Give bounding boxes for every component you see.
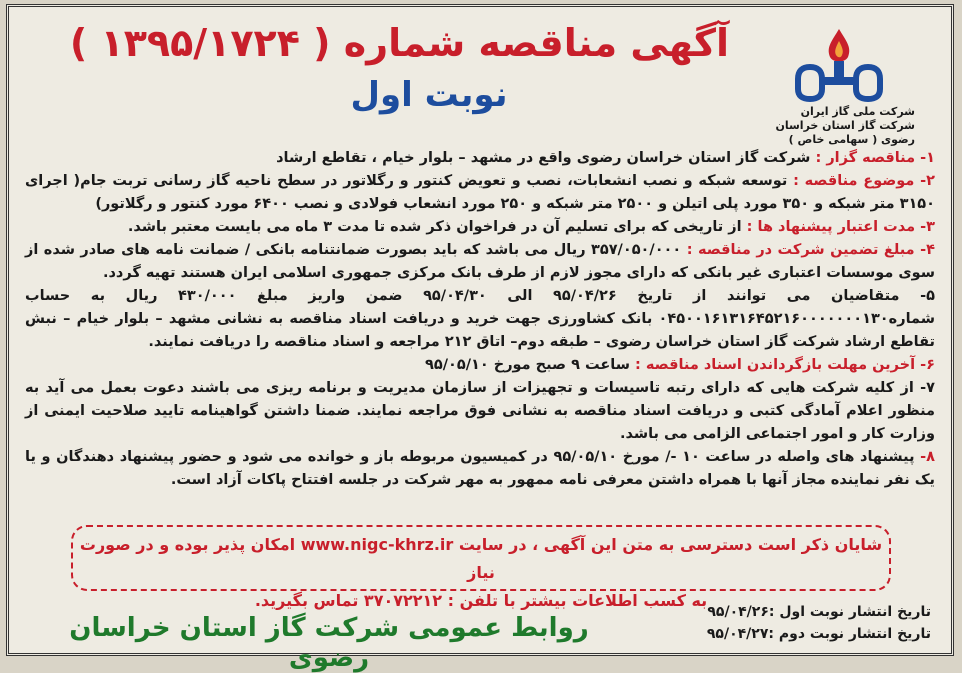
item-applicants <box>25 285 935 354</box>
item-tender-subject <box>25 170 935 216</box>
item-text: از تاریخی که برای تسلیم آن در فراخوان ذکر شده تا مدت ۳ ماه می بایست معتبر باشد. <box>127 219 747 235</box>
item-text: ۳۵۷/۰۵۰/۰۰۰ ریال می باشد که باید بصورت ضمانتنامه بانکی / ضمانت نامه های صادر شده از سوی موسسات اعتباری غیر بانکی که دارای مجوز لازم از طرف بانک مرکزی جمهوری اسلامی ایران هستند تهیه گردد. <box>25 242 935 281</box>
item-text: شرکت گاز استان خراسان رضوی واقع در مشهد – بلوار خیام ، تقاطع ارشاد <box>276 150 816 166</box>
item-label: ۸- <box>914 449 935 465</box>
item-validity <box>25 216 935 239</box>
item-invitation <box>25 377 935 446</box>
item-tender-organizer <box>25 147 935 170</box>
item-deadline <box>25 354 935 377</box>
notice-body <box>25 147 935 492</box>
pub-date-second: تاریخ انتشار نوبت دوم :۹۵/۰۴/۲۷ <box>706 626 931 642</box>
note-line-phone: به کسب اطلاعات بیشتر با تلفن : ۳۷۰۷۲۲۱۲ تماس بگیرید. <box>254 591 708 610</box>
item-text: ۵- متقاضیان می توانند از تاریخ ۹۵/۰۴/۲۶ الی ۹۵/۰۴/۳۰ ضمن واریز مبلغ ۴۳۰/۰۰۰ ریال به حساب شماره۰۴۵۰۰۱۶۱۳۱۶۴۵۲۱۶۰۰۰۰۰۰۰۱۳۰ بانک کشاورزی جهت خرید و دریافت اسناد مناقصه به نشانی مشهد – بلوار خیام – نبش تقاطع ارشاد شرکت گاز استان خراسان رضوی – طبقه دوم– اتاق ۲۱۲ مراجعه و اسناد مناقصه را دریافت نمایند. <box>25 288 935 350</box>
notice-subtitle: نوبت اول <box>350 75 508 115</box>
item-label: ۶- آخرین مهلت بازگرداندن اسناد مناقصه : <box>635 357 935 373</box>
public-relations-footer: روابط عمومی شرکت گاز استان خراسان رضوی <box>69 613 589 673</box>
notice-title: آگهی مناقصه شماره ( ۱۳۹۵/۱۷۲۴ ) <box>69 21 729 65</box>
item-text: ۷- از کلیه شرکت هایی که دارای رتبه تاسیسات و تجهیزات از سازمان مدیریت و برنامه ریزی می باشند دعوت بعمل می آید به منظور اعلام آمادگی کتبی و دریافت اسناد مناقصه به نشانی فوق مراجعه نمایند. ضمنا داشتن گواهینامه تایید صلاحیت ایمنی از وزارت کار و امور اجتماعی الزامی می باشد. <box>25 380 935 442</box>
notice-paper <box>6 4 954 673</box>
item-label: ۳- مدت اعتبار پیشنهاد ها : <box>746 219 935 235</box>
note-line-website: شایان ذکر است دسترسی به متن این آگهی ، در سایت www.nigc-khrz.ir امکان پذیر بوده و در صورت نیاز <box>79 535 883 582</box>
item-label: ۱- مناقصه گزار : <box>815 150 935 166</box>
item-label: ۲- موضوع مناقصه : <box>793 173 936 189</box>
item-text: توسعه شبکه و نصب انشعابات، نصب و تعویض کنتور و رگلاتور در سطح ناحیه گاز رسانی تربت جام( اجرای ۳۱۵۰ متر شبکه و ۳۵۰ مورد پلی اتیلن و ۲۵۰۰ متر شبکه و ۲۵۰ مورد انشعاب فولادی و نصب ۶۴۰۰ مورد کنتور و رگلاتور) <box>25 173 935 212</box>
logo-company-name: شرکت ملی گاز ایران <box>800 105 915 118</box>
item-opening <box>25 446 935 492</box>
logo-company-subname: شرکت گاز استان خراسان رضوی ( سهامی خاص ) <box>775 119 915 146</box>
item-text: پیشنهاد های واصله در ساعت ۱۰ -/ مورخ ۹۵/۰۵/۱۰ در کمیسیون مربوطه باز و خوانده می شود و حضور پیشنهاد دهندگان و یا یک نفر نماینده مجاز آنها با همراه داشتن معرفی نامه ممهور به مهر شرکت در جلسه افتتاح پاکات آزاد است. <box>25 449 935 488</box>
item-text: ساعت ۹ صبح مورخ ۹۵/۰۵/۱۰ <box>425 357 636 373</box>
company-logo <box>749 25 929 145</box>
item-label: ۴- مبلغ تضمین شرکت در مناقصه : <box>686 242 935 258</box>
gas-flame-logo-icon <box>784 25 894 105</box>
website-note-box <box>71 525 891 610</box>
publication-dates <box>651 601 931 645</box>
item-guarantee <box>25 239 935 285</box>
pub-date-first: تاریخ انتشار نوبت اول :۹۵/۰۴/۲۶ <box>707 604 931 620</box>
